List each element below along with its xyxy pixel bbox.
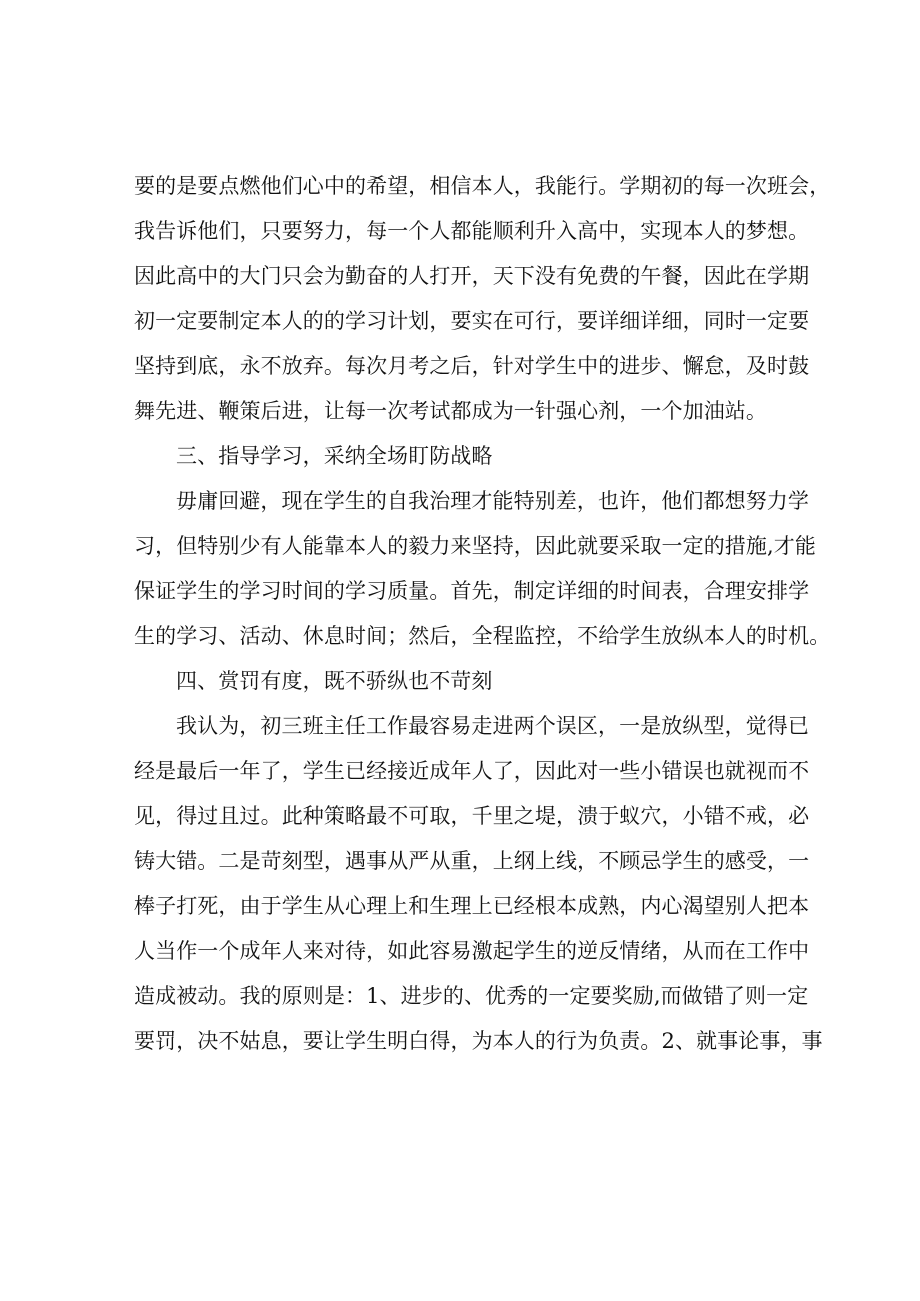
- text-line: 铸大错。二是苛刻型，遇事从严从重，上纲上线，不顾忌学生的感受，一: [134, 849, 810, 873]
- document-body: [134, 164, 831, 1064]
- text-line: 人当作一个成年人来对待，如此容易激起学生的逆反情绪，从而在工作中: [134, 939, 810, 963]
- text-line: 因此高中的大门只会为勤奋的人打开，天下没有免费的午餐，因此在学期: [134, 264, 810, 288]
- text-line: 要罚，决不姑息，要让学生明白得，为本人的行为负责。2、就事论事，事: [134, 1029, 823, 1053]
- text-line: 坚持到底，永不放弃。每次月考之后，针对学生中的进步、懈怠，及时鼓: [134, 354, 810, 378]
- paragraph-first-line: 我认为，初三班主任工作最容易走进两个误区，一是放纵型，觉得已: [176, 714, 809, 738]
- text-line: 保证学生的学习时间的学习质量。首先，制定详细的时间表，合理安排学: [134, 579, 810, 603]
- text-line: 棒子打死，由于学生从心理上和生理上已经根本成熟，内心渴望别人把本: [134, 894, 810, 918]
- text-line: 经是最后一年了，学生已经接近成年人了，因此对一些小错误也就视而不: [134, 759, 810, 783]
- paragraph-first-line: 毋庸回避，现在学生的自我治理才能特别差，也许，他们都想努力学: [176, 489, 809, 513]
- text-line: 见，得过且过。此种策略最不可取，千里之堤，溃于蚁穴，小错不戒，必: [134, 804, 810, 828]
- text-line: 造成被动。我的原则是：1、进步的、优秀的一定要奖励,而做错了则一定: [134, 984, 809, 1008]
- text-line: 我告诉他们，只要努力，每一个人都能顺利升入高中，实现本人的梦想。: [134, 219, 810, 243]
- section-heading: 四、赏罚有度，既不骄纵也不苛刻: [176, 669, 493, 693]
- text-line: 舞先进、鞭策后进，让每一次考试都成为一针强心剂，一个加油站。: [134, 399, 767, 423]
- section-heading: 三、指导学习，采纳全场盯防战略: [176, 444, 493, 468]
- text-line: 习，但特别少有人能靠本人的毅力来坚持，因此就要采取一定的措施,才能: [134, 534, 816, 558]
- text-line: 要的是要点燃他们心中的希望，相信本人，我能行。学期初的每一次班会，: [134, 174, 831, 198]
- text-line: 初一定要制定本人的的学习计划，要实在可行，要详细详细，同时一定要: [134, 309, 810, 333]
- text-line: 生的学习、活动、休息时间；然后，全程监控，不给学生放纵本人的时机。: [134, 624, 831, 648]
